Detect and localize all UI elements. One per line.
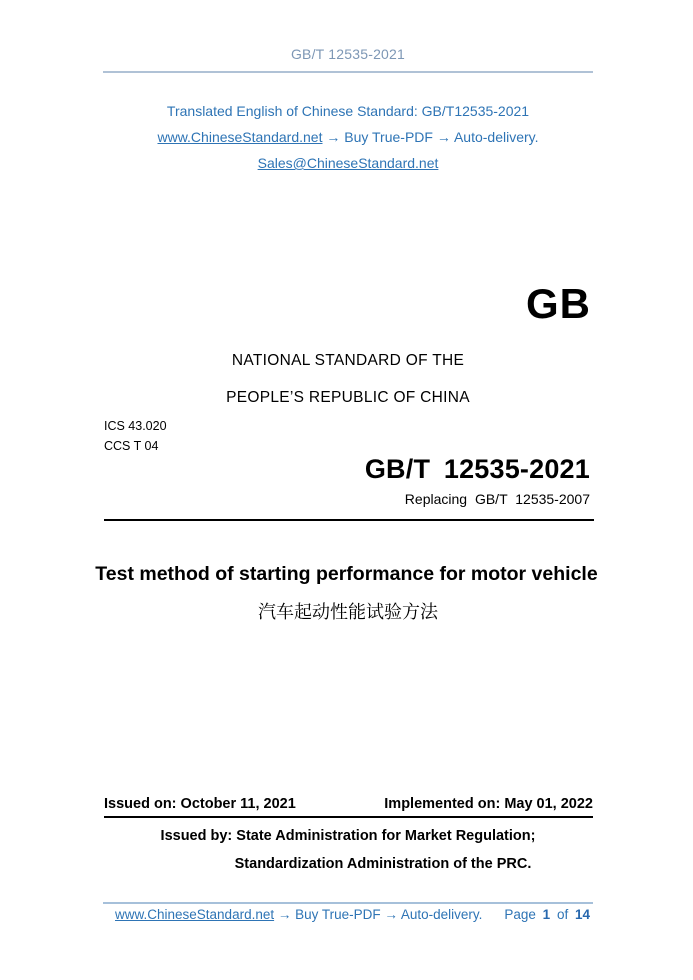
- footer-link-line: [115, 907, 482, 922]
- title-divider: [104, 519, 594, 521]
- standard-title-chinese: 汽车起动性能试验方法: [258, 602, 438, 622]
- classification-codes: [104, 416, 167, 456]
- issued-on-date: Issued on: October 11, 2021: [104, 796, 296, 812]
- replacing-note: Replacing GB/T 12535-2007: [404, 491, 590, 507]
- gb-logo-text: GB: [526, 280, 591, 327]
- footer-site-link[interactable]: www.ChineseStandard.net: [115, 907, 275, 922]
- of-label: of: [556, 907, 569, 922]
- standard-title-english: Test method of starting performance for motor vehicle: [95, 563, 598, 585]
- running-header-doc-ref: GB/T 12535-2021: [290, 46, 406, 62]
- ccs-code: CCS T 04: [104, 439, 159, 453]
- footer-divider: [103, 902, 593, 904]
- page-label: Page: [504, 907, 536, 922]
- translated-standard-line: Translated English of Chinese Standard: GB/T12535-2021: [166, 103, 530, 119]
- buy-pdf-line-text: → Buy True-PDF → Auto-delivery.: [322, 129, 539, 145]
- national-standard-line2: PEOPLE’S REPUBLIC OF CHINA: [226, 389, 470, 406]
- implemented-on-date: Implemented on: May 01, 2022: [384, 796, 593, 812]
- standard-code: GB/T 12535-2021: [364, 454, 590, 484]
- sales-email-link[interactable]: Sales@ChineseStandard.net: [257, 155, 439, 171]
- buy-pdf-line: [103, 129, 593, 145]
- page-number: 1: [542, 907, 551, 922]
- ics-code: ICS 43.020: [104, 419, 167, 433]
- chinesestandard-site-link[interactable]: www.ChineseStandard.net: [157, 129, 323, 145]
- issuance-dates-row: [104, 796, 593, 812]
- page-footer: [115, 907, 590, 922]
- sales-email-line: [103, 155, 593, 171]
- issuance-divider: [104, 816, 593, 818]
- issued-by-line1: Issued by: State Administration for Market Regulation;: [160, 828, 536, 844]
- page-indicator: [504, 907, 590, 922]
- national-standard-line1: NATIONAL STANDARD OF THE: [231, 352, 465, 369]
- page-total: 14: [574, 907, 590, 922]
- footer-line-text: → Buy True-PDF → Auto-delivery.: [274, 907, 483, 922]
- issued-by-line2: Standardization Administration of the PRC.: [234, 856, 532, 872]
- header-divider: [103, 71, 593, 73]
